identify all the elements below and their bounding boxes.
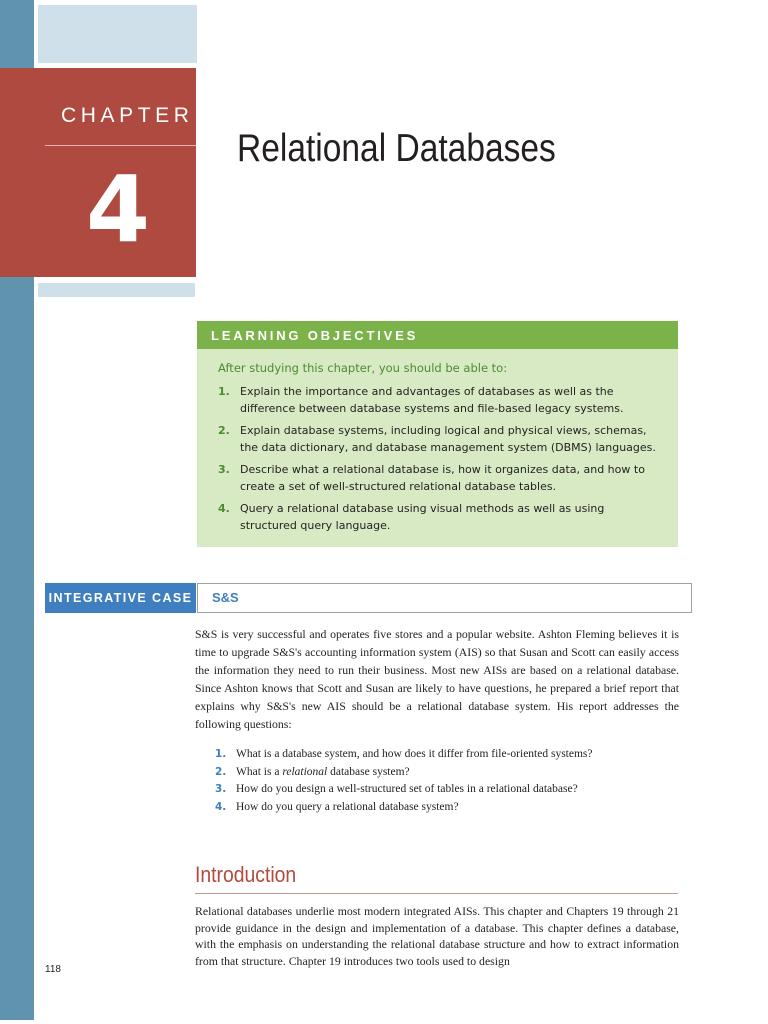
chapter-label: CHAPTER (61, 104, 194, 127)
objective-number: 1. (218, 385, 230, 398)
question-text: How do you design a well-structured set of tables in a relational database? (236, 783, 578, 795)
objective-number: 2. (218, 424, 230, 437)
question-text: How do you query a relational database system? (236, 800, 459, 813)
question-item (215, 764, 593, 782)
objective-item (218, 384, 663, 417)
case-paragraph: S&S is very successful and operates five stores and a popular website. Ashton Fleming believes it is time to upgrade S&S's accounting information system (AIS) so that Susan and Scott can easily access the information they need to run their business. Most new AISs are based on a relational database. Since Ashton knows that Scott and Susan are likely to have questions, he prepared a brief report that explains why S&S's new AIS should be a relational database system. His report addresses the following questions: (195, 627, 679, 732)
learning-objectives-header: LEARNING OBJECTIVES (197, 321, 678, 349)
learning-objectives-box (197, 321, 678, 547)
objective-text: Explain database systems, including logical and physical views, schemas, the data dictionary, and database management system (DBMS) languages. (240, 424, 656, 454)
page-number: 118 (45, 964, 61, 975)
objective-item (218, 501, 663, 534)
introduction-divider (195, 893, 678, 894)
question-text (236, 764, 410, 782)
objective-number: 4. (218, 502, 230, 515)
question-item (215, 781, 593, 799)
case-name: S&S (212, 590, 239, 605)
case-questions-list (215, 746, 593, 816)
question-text: What is a database system, and how does it differ from file-oriented systems? (236, 748, 593, 760)
question-item (215, 746, 593, 764)
introduction-paragraph: Relational databases underlie most modern integrated AISs. This chapter and Chapters 19 through 21 provide guidance in the design and implementation of a database. This chapter defines a database, with the emphasis on understanding the relational database structure and how to extract information from that structure. Chapter 19 introduces two tools used to design (195, 904, 679, 968)
question-text-emphasis: relational (282, 765, 328, 778)
question-text-pre: What is a (236, 765, 283, 778)
page-title: Relational Databases (237, 127, 556, 170)
introduction-heading: Introduction (195, 862, 297, 887)
question-number: 2. (215, 765, 227, 778)
integrative-case-label: INTEGRATIVE CASE (45, 583, 196, 613)
objective-item (218, 423, 663, 456)
question-text-post: database system? (327, 765, 410, 778)
learning-objectives-list (218, 384, 663, 540)
chapter-number: 4 (86, 156, 151, 263)
case-name-box (197, 583, 692, 613)
objective-text: Query a relational database using visual methods as well as using structured query language. (240, 502, 605, 532)
top-decor-block (38, 5, 197, 63)
objective-item (218, 462, 663, 495)
question-number: 1. (215, 748, 227, 760)
question-number: 3. (215, 783, 227, 795)
under-decor-block (38, 283, 195, 297)
objective-text: Explain the importance and advantages of databases as well as the difference between database systems and file-based legacy systems. (240, 385, 624, 415)
chapter-divider (45, 145, 196, 146)
question-number: 4. (215, 800, 227, 813)
question-item (215, 799, 593, 817)
objective-text: Describe what a relational database is, how it organizes data, and how to create a set of well-structured relational database tables. (240, 463, 645, 493)
learning-objectives-intro: After studying this chapter, you should be able to: (218, 361, 508, 375)
objective-number: 3. (218, 463, 230, 476)
